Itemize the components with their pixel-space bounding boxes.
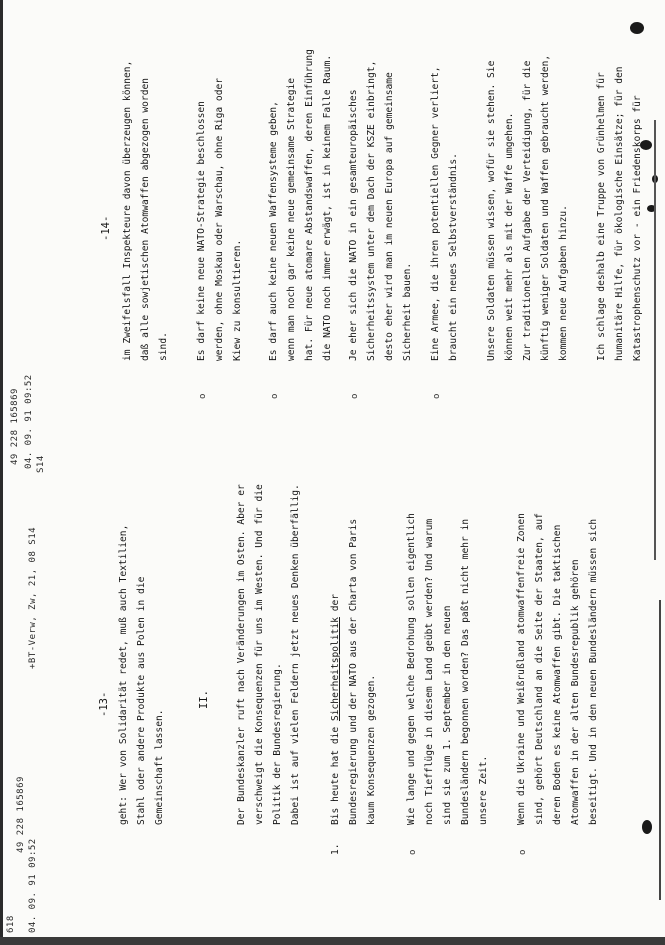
list-number: 1. — [330, 843, 341, 855]
text-line: verschweigt die Konsequenzen für uns im Westen. Und für die — [254, 484, 265, 825]
text-line: Sicherheit bauen. — [402, 262, 413, 361]
text-line: Bis heute hat die Sicherheitspolitik der — [330, 593, 341, 825]
text-line: deren Boden es keine Atomwaffen gibt. Die taktischen — [552, 524, 563, 825]
text-line: Der Bundeskanzler ruft nach Veränderungen im Osten. Aber er — [236, 484, 247, 825]
text-line: unsere Zeit. — [478, 755, 489, 825]
text-line: Gemeinschaft lassen. — [154, 709, 165, 825]
text-line: humanitäre Hilfe, für ökologische Einsätze; für den — [614, 66, 625, 361]
text-line: Unsere Soldaten müssen wissen, wofür sie stehen. Sie — [486, 60, 497, 361]
fax-header-timestamp: 04. 09. 91 09:52 — [24, 374, 34, 469]
text-line: Atomwaffen in der alten Bundesrepublik gehören — [570, 559, 581, 825]
text-line: Wenn die Ukraine und Weißrußland atomwaffenfreie Zonen — [516, 513, 527, 825]
page-number: -14- — [100, 215, 112, 241]
underlined-term: Sicherheitspolitik — [330, 617, 341, 722]
text-line: daß alle sowjetischen Atomwaffen abgezogen worden — [140, 77, 151, 361]
text-line: braucht ein neues Selbstverständnis. — [448, 153, 459, 361]
text-line: Kiew zu konsultieren. — [232, 239, 243, 361]
bullet-marker: o — [408, 849, 418, 855]
text-line: Je eher sich die NATO in ein gesamteuropäisches — [348, 89, 359, 361]
bullet-marker: o — [350, 393, 360, 399]
text-line: können weit mehr als mit der Waffe umgehen. — [504, 112, 515, 361]
text-line: Katastrophenschutz vor - ein Friedenskorps für — [632, 95, 643, 361]
section-heading: II. — [198, 690, 210, 709]
text-line: geht: Wer von Solidarität redet, muß auch Textilien, — [118, 524, 129, 825]
text-line: künftig weniger Soldaten und Waffen gebraucht werden, — [540, 54, 551, 361]
text-line: Es darf auch keine neuen Waffensysteme geben, — [268, 101, 279, 361]
text-line: beseitigt. Und in den neuen Bundesländern müssen sich — [588, 518, 599, 825]
text-line: Eine Armee, die ihren potentiellen Gegner verliert, — [430, 66, 441, 361]
fax-header-number: 49 228 165869 — [10, 388, 20, 465]
text-line: wenn man noch gar keine neue gemeinsame Strategie — [286, 77, 297, 361]
text-line: Bundesländern begonnen worden? Das paßt nicht mehr in — [460, 518, 471, 825]
bullet-marker: o — [432, 393, 442, 399]
text-line: kommen neue Aufgaben hinzu. — [558, 205, 569, 361]
fax-header-timestamp: 04. 09. 91 09:52 — [28, 838, 38, 933]
page-number: -13- — [98, 691, 110, 717]
text-line: im Zweifelsfall Inspekteure davon überzeugen können, — [122, 60, 133, 361]
text-line: kaum Konsequenzen gezogen. — [366, 674, 377, 825]
text-line: noch Tiefflüge in diesem Land geübt werden? Und warum — [424, 518, 435, 825]
fax-header-sender: +BT-Verw, Zw, 21, 08 S14 — [28, 526, 38, 669]
text-line: Wie lange und gegen welche Bedrohung sollen eigentlich — [406, 513, 417, 825]
text-line: sind, gehört Deutschland an die Seite der Staaten, auf — [534, 513, 545, 825]
fax-side-number: 618 — [6, 915, 16, 933]
text-line: Ich schlage deshalb eine Truppe von Grünhelmen für — [596, 72, 607, 361]
text-line: Bundesregierung und der NATO aus der Charta von Paris — [348, 518, 359, 825]
text-line: Dabei ist auf vielen Feldern jetzt neues Denken überfällig. — [290, 484, 301, 825]
text-line: Sicherheitssystem unter dem Dach der KSZE einbringt, — [366, 60, 377, 361]
text-line: hat. Für neue atomare Abstandswaffen, deren Einführung — [304, 49, 315, 361]
text-line: desto eher wird man im neuen Europa auf gemeinsame — [384, 72, 395, 361]
page-13 — [0, 473, 665, 945]
text-line: sind. — [158, 332, 169, 361]
fax-side-number: S14 — [36, 455, 46, 473]
text-line: Stahl oder andere Produkte aus Polen in die — [136, 576, 147, 825]
text-line: die NATO noch immer erwägt, ist in keinem Falle Raum. — [322, 54, 333, 361]
bullet-marker: o — [198, 393, 208, 399]
text-line: sind sie zum 1. September in den neuen — [442, 605, 453, 825]
bullet-marker: o — [270, 393, 280, 399]
text-line: Politik der Bundesregierung. — [272, 663, 283, 825]
text-line: Es darf keine neue NATO-Strategie beschlossen — [196, 101, 207, 361]
bullet-marker: o — [518, 849, 528, 855]
text-line: werden, ohne Moskau oder Warschau, ohne Riga oder — [214, 77, 225, 361]
fax-header-number: 49 228 165869 — [16, 776, 26, 853]
text-line: Zur traditionellen Aufgabe der Verteidigung, für die — [522, 60, 533, 361]
